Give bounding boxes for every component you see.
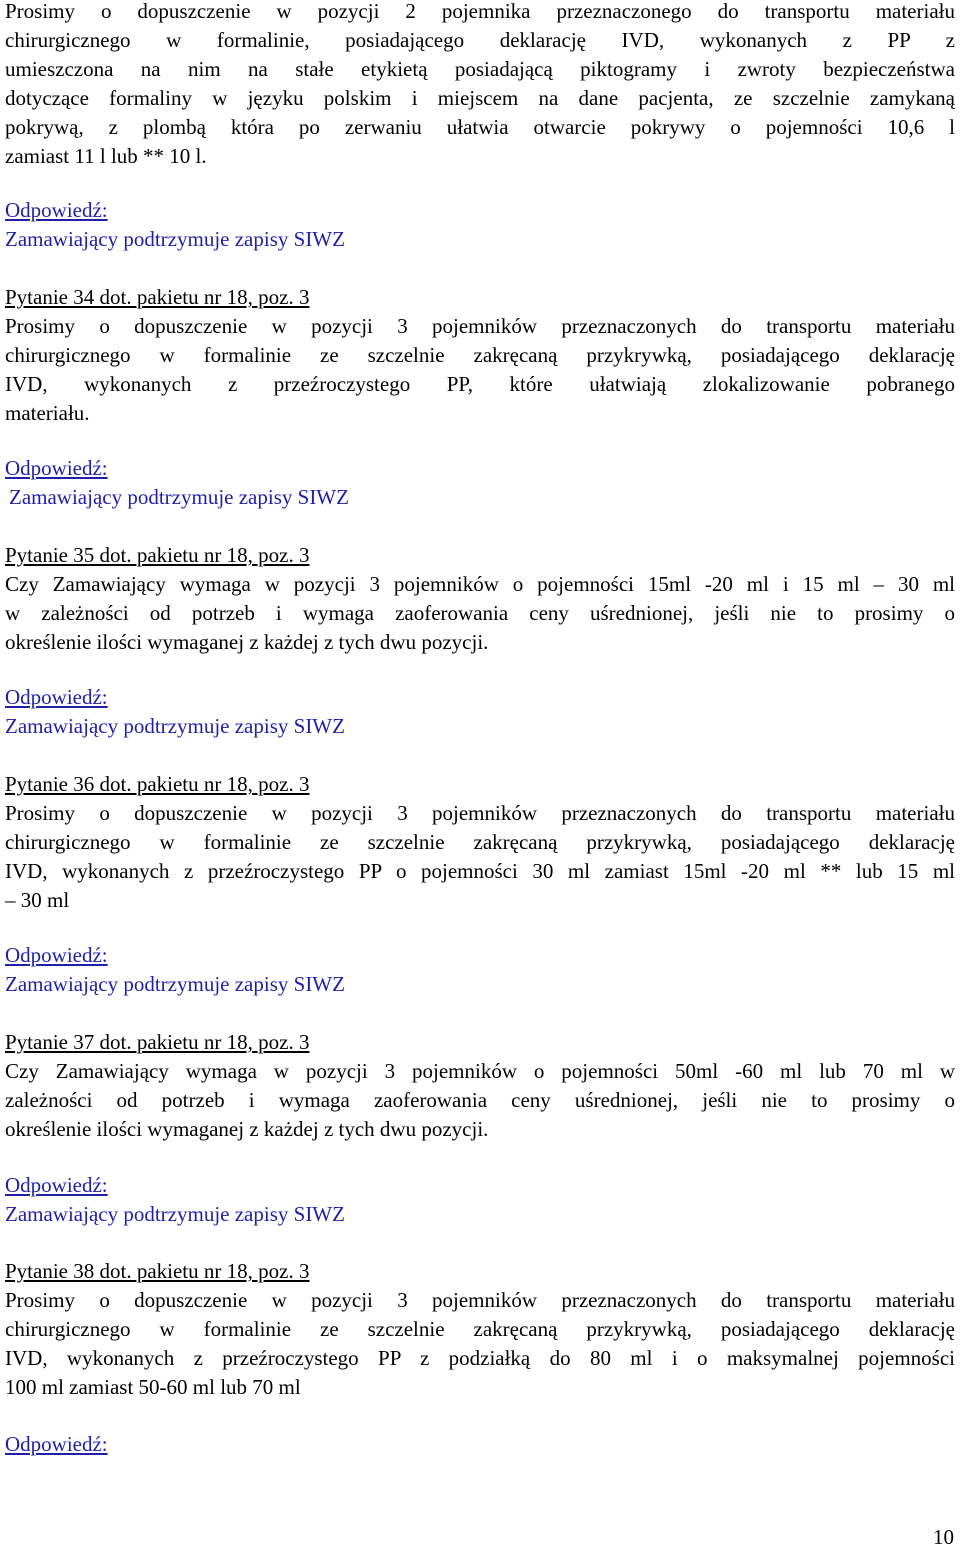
paragraph-line: pokrywą, z plombą która po zerwaniu ułatwia otwarcie pokrywy o pojemności 10,6 l xyxy=(5,115,955,139)
paragraph-line: Czy Zamawiający wymaga w pozycji 3 pojemników o pojemności 50ml -60 ml lub 70 ml w xyxy=(5,1059,955,1083)
paragraph-line: – 30 ml xyxy=(5,888,70,912)
question-body xyxy=(5,799,955,915)
question-heading: Pytanie 37 dot. pakietu nr 18, poz. 3 xyxy=(5,1030,310,1054)
answer-label: Odpowiedź: xyxy=(5,198,108,222)
answer-label: Odpowiedź: xyxy=(5,943,108,967)
answer-text: Zamawiający podtrzymuje zapisy SIWZ xyxy=(5,1202,345,1226)
paragraph-line: chirurgicznego w formalinie ze szczelnie zakręcaną przykrywką, posiadającego deklarację xyxy=(5,830,955,854)
paragraph-line: materiału. xyxy=(5,401,90,425)
paragraph-line: Prosimy o dopuszczenie w pozycji 3 pojemników przeznaczonych do transportu materiału xyxy=(5,801,955,825)
answer-label: Odpowiedź: xyxy=(5,456,108,480)
paragraph-line: określenie ilości wymaganej z każdej z tych dwu pozycji. xyxy=(5,1117,489,1141)
paragraph-line: określenie ilości wymaganej z każdej z tych dwu pozycji. xyxy=(5,630,489,654)
page-number: 10 xyxy=(933,1525,954,1549)
question-heading: Pytanie 38 dot. pakietu nr 18, poz. 3 xyxy=(5,1259,310,1283)
paragraph-line: Prosimy o dopuszczenie w pozycji 3 pojemników przeznaczonych do transportu materiału xyxy=(5,314,955,338)
paragraph-line: Prosimy o dopuszczenie w pozycji 3 pojemników przeznaczonych do transportu materiału xyxy=(5,1288,955,1312)
paragraph-line: IVD, wykonanych z przeźroczystego PP, które ułatwiają zlokalizowanie pobranego xyxy=(5,372,955,396)
question-body xyxy=(5,1286,955,1402)
paragraph-line: IVD, wykonanych z przeźroczystego PP z podziałką do 80 ml i o maksymalnej pojemności xyxy=(5,1346,955,1370)
intro-paragraph xyxy=(5,0,955,171)
paragraph-line: IVD, wykonanych z przeźroczystego PP o pojemności 30 ml zamiast 15ml -20 ml ** lub 15 ml xyxy=(5,859,955,883)
question-body xyxy=(5,570,955,657)
question-body xyxy=(5,1057,955,1144)
question-body xyxy=(5,312,955,428)
paragraph-line: umieszczona na nim na stałe etykietą posiadającą piktogramy i zwroty bezpieczeństwa xyxy=(5,57,955,81)
paragraph-line: w zależności od potrzeb i wymaga zaoferowania ceny uśrednionej, jeśli nie to prosimy o xyxy=(5,601,955,625)
paragraph-line: 100 ml zamiast 50-60 ml lub 70 ml xyxy=(5,1375,301,1399)
paragraph-line: chirurgicznego w formalinie ze szczelnie zakręcaną przykrywką, posiadającego deklarację xyxy=(5,1317,955,1341)
answer-label: Odpowiedź: xyxy=(5,685,108,709)
paragraph-line: Prosimy o dopuszczenie w pozycji 2 pojemnika przeznaczonego do transportu materiału xyxy=(5,0,955,23)
paragraph-line: zależności od potrzeb i wymaga zaoferowania ceny uśrednionej, jeśli nie to prosimy o xyxy=(5,1088,955,1112)
question-heading: Pytanie 36 dot. pakietu nr 18, poz. 3 xyxy=(5,772,310,796)
paragraph-line: zamiast 11 l lub ** 10 l. xyxy=(5,144,207,168)
answer-text: Zamawiający podtrzymuje zapisy SIWZ xyxy=(5,227,345,251)
paragraph-line: Czy Zamawiający wymaga w pozycji 3 pojemników o pojemności 15ml -20 ml i 15 ml – 30 ml xyxy=(5,572,955,596)
paragraph-line: chirurgicznego w formalinie, posiadającego deklarację IVD, wykonanych z PP z xyxy=(5,28,955,52)
answer-text: Zamawiający podtrzymuje zapisy SIWZ xyxy=(5,714,345,738)
question-heading: Pytanie 35 dot. pakietu nr 18, poz. 3 xyxy=(5,543,310,567)
question-heading: Pytanie 34 dot. pakietu nr 18, poz. 3 xyxy=(5,285,310,309)
paragraph-line: dotyczące formaliny w języku polskim i miejscem na dane pacjenta, ze szczelnie zamykaną xyxy=(5,86,955,110)
answer-text: Zamawiający podtrzymuje zapisy SIWZ xyxy=(9,485,349,509)
answer-text: Zamawiający podtrzymuje zapisy SIWZ xyxy=(5,972,345,996)
answer-label: Odpowiedź: xyxy=(5,1432,108,1456)
answer-label: Odpowiedź: xyxy=(5,1173,108,1197)
paragraph-line: chirurgicznego w formalinie ze szczelnie zakręcaną przykrywką, posiadającego deklarację xyxy=(5,343,955,367)
